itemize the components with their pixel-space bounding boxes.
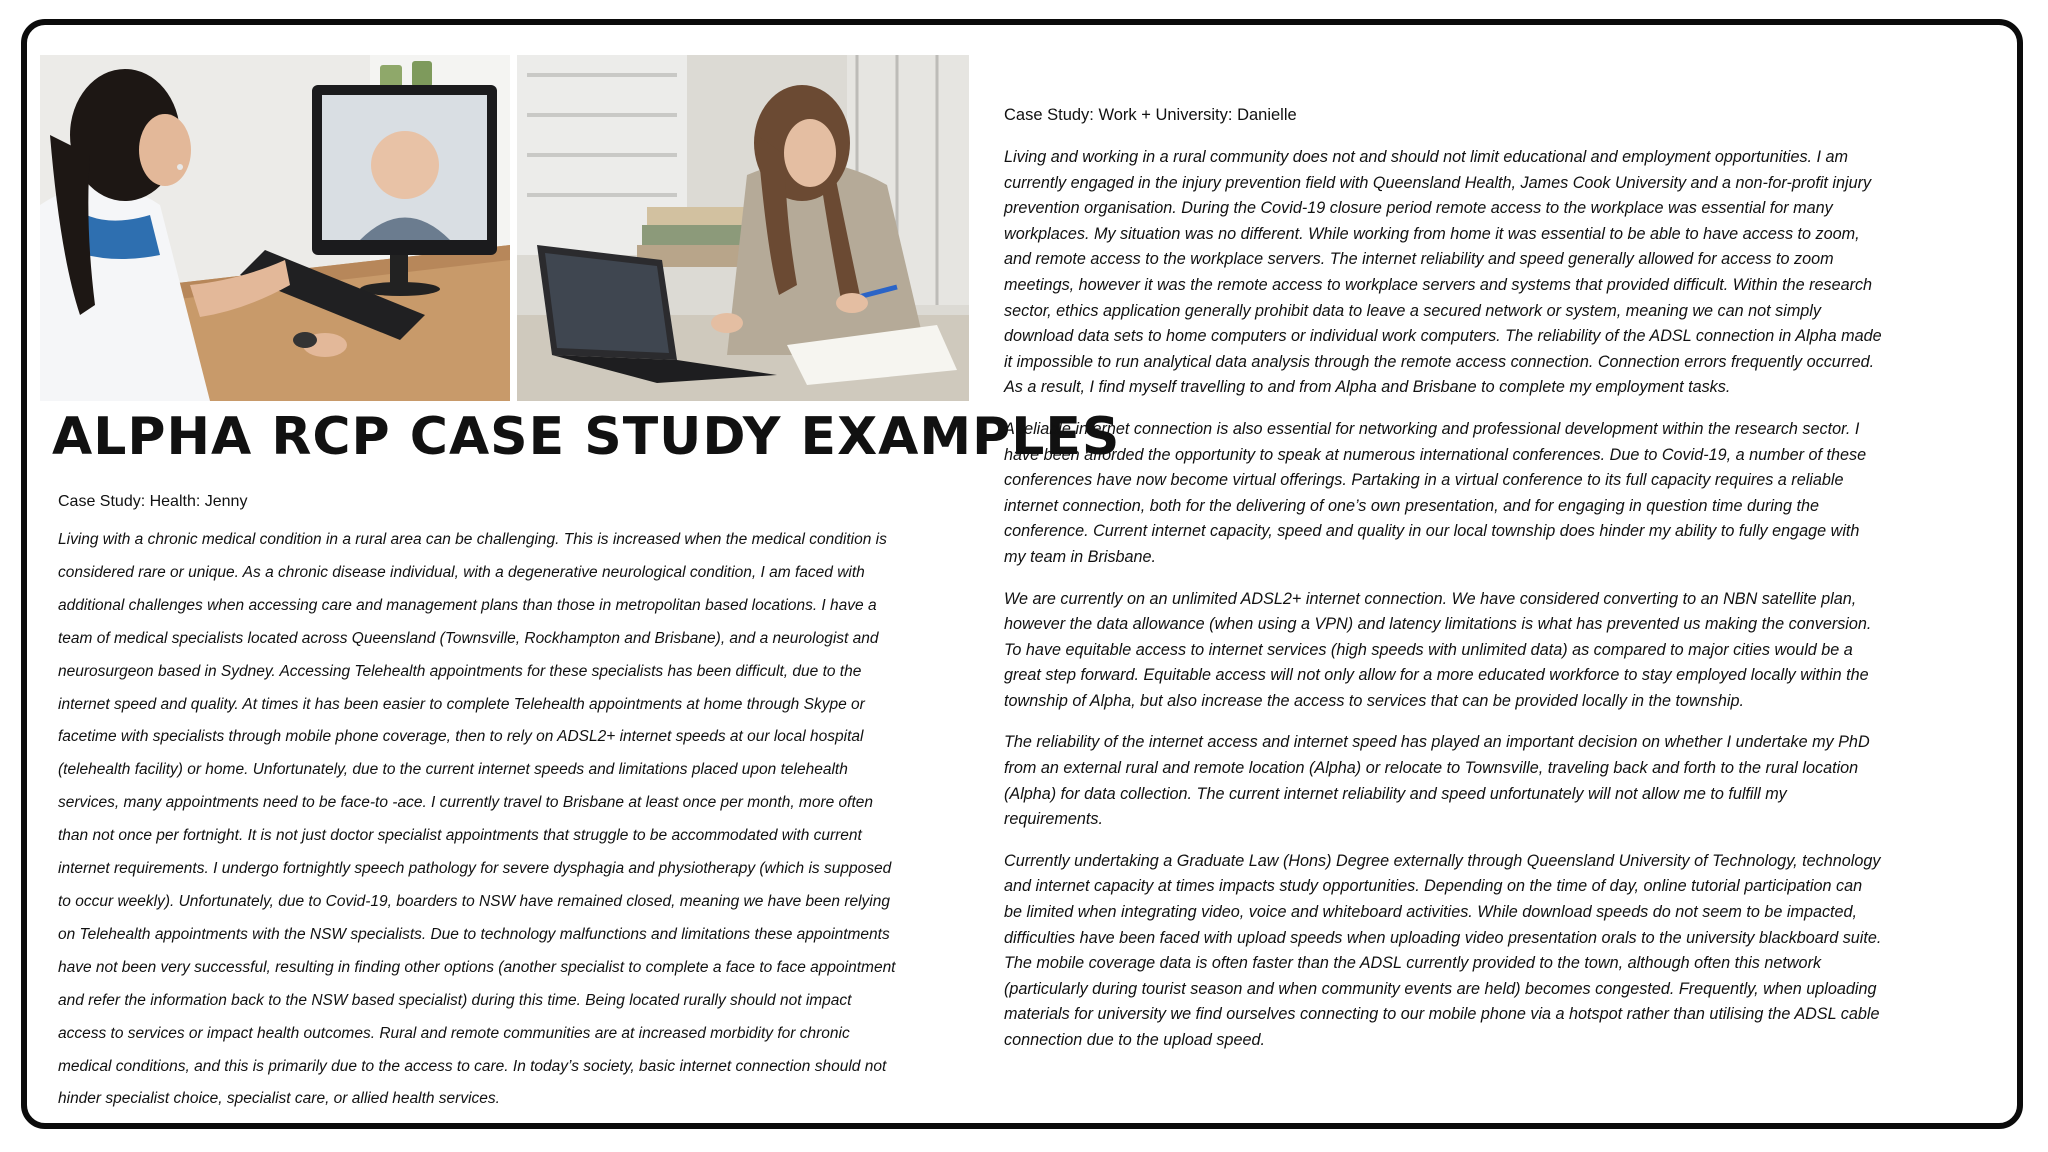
case-study-work-title: Case Study: Work + University: Danielle [1004,106,1297,124]
case-study-work [1004,103,1994,1070]
case-study-health-title: Case Study: Health: Jenny [58,493,248,510]
doctor-telehealth-photo [40,55,510,401]
case-study-work-paragraph: Living and working in a rural community does not and should not limit educational and employment opportunities. I am currently engaged in the injury prevention field with Queensland Health, James Cook University and a non-for-profit injury prevention organisation. During the Covid-19 closure period remote access to the workplace was essential for many workplaces. My situation was no different. While working from home it was essential to be able to have access to zoom, and remote access to the workplace servers. The internet reliability and speed generally allowed for access to zoom meetings, however it was the remote access to workplace servers and systems that provided difficult. Within the research sector, ethics application generally prohibit data to leave a secured network or system, meaning we can not simply download data sets to home computers or individual work computers. The reliability of the ADSL connection in Alpha made it impossible to run analytical data analysis through the remote access connection. Connection errors frequently occurred. As a result, I find myself travelling to and from Alpha and Brisbane to complete my employment tasks. [1004,148,1882,397]
case-study-health [58,490,958,1116]
page-title: ALPHA RCP CASE STUDY EXAMPLES [52,407,1121,467]
doctor-telehealth-illustration [40,55,510,401]
case-study-health-body: Living with a chronic medical condition in a rural area can be challenging. This is increased when the medical condition is considered rare or unique. As a chronic disease individual, with a degenerative neurological condition, I am faced with additional challenges when accessing care and management plans than those in metropolitan based locations. I have a team of medical specialists located across Queensland (Townsville, Rockhampton and Brisbane), and a neurologist and neurosurgeon based in Sydney. Accessing Telehealth appointments for these specialists has been difficult, due to the internet speed and quality. At times it has been easier to complete Telehealth appointments at home through Skype or facetime with specialists through mobile phone coverage, then to rely on ADSL2+ internet speeds at our local hospital (telehealth facility) or home. Unfortunately, due to the current internet speeds and limitations placed upon telehealth services, many appointments need to be face-to -ace. I currently travel to Brisbane at least once per month, more often than not once per fortnight. It is not just doctor specialist appointments that struggle to be accommodated with current internet requirements. I undergo fortnightly speech pathology for severe dysphagia and physiotherapy (which is supposed to occur weekly). Unfortunately, due to Covid-19, boarders to NSW have remained closed, meaning we have been relying on Telehealth appointments with the NSW specialists. Due to technology malfunctions and limitations these appointments have not been very successful, resulting in finding other options (another specialist to complete a face to face appointment and refer the information back to the NSW based specialist) during this time. Being located rurally should not impact access to services or impact health outcomes. Rural and remote communities are at increased morbidity for chronic medical conditions, and this is primarily due to the access to care. In today’s society, basic internet connection should not hinder specialist choice, specialist care, or allied health services. [58,531,896,1108]
student-laptop-illustration [517,55,969,401]
case-study-work-paragraph: A reliable internet connection is also essential for networking and professional development within the research sector. I have been afforded the opportunity to speak at numerous international conferences. Due to Covid-19, a number of these conferences have now become virtual offerings. Partaking in a virtual conference to its full capacity requires a reliable internet connection, both for the delivering of one’s own presentation, and for engaging in question time during the conference. Current internet capacity, speed and quality in our local township does hinder my ability to fully engage with my team in Brisbane. [1004,419,1867,566]
student-laptop-photo [517,55,969,401]
case-study-work-paragraph: The reliability of the internet access and internet speed has played an important decision on whether I undertake my PhD from an external rural and remote location (Alpha) or relocate to Townsville, traveling back and forth to the rural location (Alpha) for data collection. The current internet reliability and speed unfortunately will not allow me to fulfill my requirements. [1004,733,1870,829]
case-study-work-paragraph: Currently undertaking a Graduate Law (Hons) Degree externally through Queensland University of Technology, technology and internet capacity at times impacts study opportunities. Depending on the time of day, online tutorial participation can be limited when integrating video, voice and whiteboard activities. While download speeds do not seem to be impacted, difficulties have been faced with upload speeds when uploading video presentation orals to the university blackboard suite. The mobile coverage data is often faster than the ADSL currently provided to the town, although often this network (particularly during tourist season and when community events are held) becomes congested. Frequently, when uploading materials for university we find ourselves connecting to our mobile phone via a hotspot rather than utilising the ADSL cable connection due to the upload speed. [1004,851,1882,1049]
case-study-work-paragraph: We are currently on an unlimited ADSL2+ internet connection. We have considered converting to an NBN satellite plan, however the data allowance (when using a VPN) and latency limitations is what has prevented us making the conversion. To have equitable access to internet services (high speeds with unlimited data) as compared to major cities would be a great step forward. Equitable access will not only allow for a more educated workforce to stay employed locally within the township of Alpha, but also increase the access to services that can be provided locally in the township. [1004,589,1872,710]
